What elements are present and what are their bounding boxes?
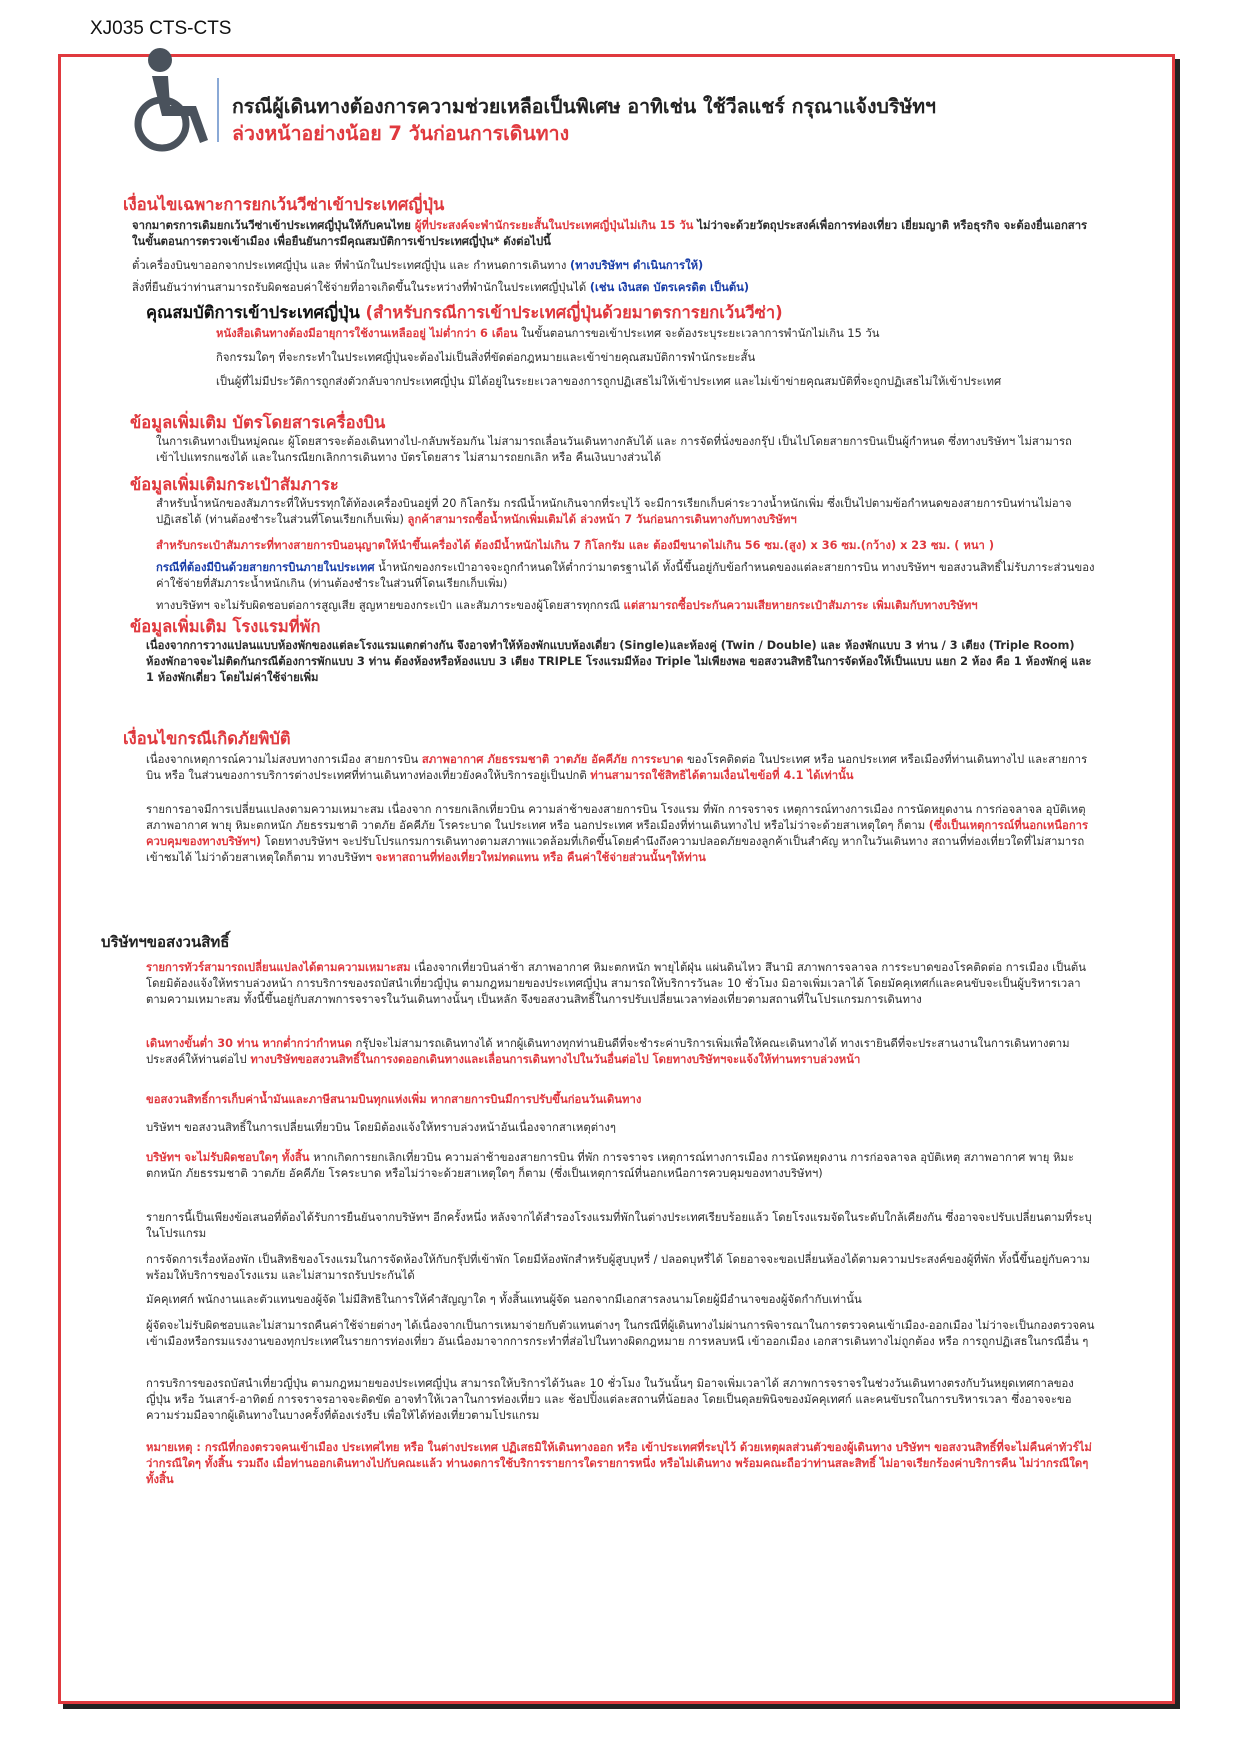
rights-item-6: รายการนี้เป็นเพียงข้อเสนอที่ต้องได้รับการยืนยันจากบริษัทฯ อีกครั้งหนึ่ง หลังจากได้สำรองโรงแรมที่พักในต่างประเทศเรียบร้อยแล้ว โดยโรงแรมจัดในระดับใกล้เคียงกัน ซึ่งอาจจะปรับเปลี่ยนตามที่ระบุในโปรแกรม: [146, 1211, 1092, 1240]
hotel-paragraph: เนื่องจากการวางแปลนแบบห้องพักของแต่ละโรงแรมแตกต่างกัน จึงอาจทำให้ห้องพักแบบห้องเดี่ยว (Single)และห้องคู่ (Twin / Double) และ ห้องพักแบบ 3 ท่าน / 3 เตียง (Triple Room) ห้องพักอาจจะไม่ติดกันกรณีต้องการพักแบบ 3 ท่าน ต้องห้องหรือห้องแบบ 3 เตียง TRIPLE โรงแรมมีห้อง Triple ไม่เพียงพอ ขอสงวนสิทธิในการจัดห้องให้เป็นแบบ แยก 2 ห้อง คือ 1 ห้องพักคู่ และ 1 ห้องพักเดี่ยว โดยไม่ค่าใช้จ่ายเพิ่ม: [146, 639, 1092, 684]
visa-qualification-3: เป็นผู้ที่ไม่มีประวัติการถูกส่งตัวกลับจากประเทศญี่ปุ่น มิได้อยู่ในระยะเวลาของการถูกปฏิเสธไม่ให้เข้าประเทศ และไม่เข้าข่ายคุณสมบัติที่จะถูกปฏิเสธไม่ให้เข้าประเทศ: [216, 375, 1002, 388]
disaster-paragraph-2: รายการอาจมีการเปลี่ยนแปลงตามความเหมาะสม เนื่องจาก การยกเลิกเที่ยวบิน ความล่าช้าของสายการบิน โรงแรม ที่พัก การจราจร เหตุการณ์ทางการเมือง การนัดหยุดงาน การก่อจลาจล อุบัติเหตุ สภาพอากาศ พายุ หิมะตกหนัก ภัยธรรมชาติ วาตภัย อัคคีภัย โรคระบาด ในประเทศ หรือ นอกประเทศ หรือเมืองที่ท่านเดินทางไป หรือไม่ว่าจะด้วยสาเหตุใดๆ ก็ตาม (ซึ่งเป็นเหตุการณ์ที่นอกเหนือการควบคุมของทางบริษัทฯ) โดยทางบริษัทฯ จะปรับโปรแกรมการเดินทางตามสภาพแวดล้อมที่เกิดขึ้นโดยคำนึงถึงความปลอดภัยของลูกค้าเป็นสำคัญ หากในวันเดินทาง สถานที่ท่องเที่ยวใดที่ไม่สามารถเข้าชมได้ ไม่ว่าด้วยสาเหตุใดก็ตาม ทางบริษัทฯ จะหาสถานที่ท่องเที่ยวใหม่ทดแทน หรือ คืนค่าใช้จ่ายส่วนนั้นๆให้ท่าน: [146, 803, 1089, 864]
document-code: XJ035 CTS-CTS: [90, 18, 232, 39]
rights-item-2: เดินทางขั้นต่ำ 30 ท่าน หากต่ำกว่ากำหนด กรุ๊ปจะไม่สามารถเดินทางได้ หากผู้เดินทางทุกท่านยินดีที่จะชำระค่าบริการเพิ่มเพื่อให้คณะเดินทางได้ ทางเรายินดีที่จะประสานงานในการเดินทางตามประสงค์ให้ท่านต่อไป ทางบริษัทขอสงวนสิทธิ์ในการงดออกเดินทางและเลื่อนการเดินทางไปในวันอื่นต่อไป โดยทางบริษัทฯจะแจ้งให้ท่านทราบล่วงหน้า: [146, 1037, 1070, 1066]
rights-item-9: ผู้จัดจะไม่รับผิดชอบและไม่สามารถคืนค่าใช้จ่ายต่างๆ ได้เนื่องจากเป็นการเหมาจ่ายกับตัวแทนต่างๆ ในกรณีที่ผู้เดินทางไม่ผ่านการพิจารณาในการตรวจคนเข้าเมือง-ออกเมือง ไม่ว่าจะเป็นกองตรวจคนเข้าเมืองหรือกรมแรงงานของทุกประเทศในรายการท่องเที่ยว อันเนื่องมาจากการกระทำที่ส่อไปในทางผิดกฎหมาย การหลบหนี เข้าออกเมือง เอกสารเดินทางไม่ถูกต้อง หรือ การถูกปฏิเสธในกรณีอื่น ๆ: [146, 1319, 1095, 1348]
hotel-heading: ข้อมูลเพิ่มเติม โรงแรมที่พัก: [130, 617, 321, 636]
baggage-paragraph-4: ทางบริษัทฯ จะไม่รับผิดชอบต่อการสูญเสีย สูญหายของกระเป๋า และสัมภาระของผู้โดยสารทุกกรณี แต่สามารถซื้อประกันความเสียหายกระเป๋าสัมภาระ เพิ่มเติมกับทางบริษัทฯ: [156, 599, 978, 612]
baggage-heading: ข้อมูลเพิ่มเติมกระเป๋าสัมภาระ: [130, 475, 339, 494]
visa-paragraph-2: ตั๋วเครื่องบินขาออกจากประเทศญี่ปุ่น และ ที่พำนักในประเทศญี่ปุ่น และ กำหนดการเดินทาง (ทางบริษัทฯ ดำเนินการให้): [132, 259, 704, 272]
rights-item-7: การจัดการเรื่องห้องพัก เป็นสิทธิของโรงแรมในการจัดห้องให้กับกรุ๊ปที่เข้าพัก โดยมีห้องพักสำหรับผู้สูบบุหรี่ / ปลอดบุหรี่ได้ โดยอาจจะขอเปลี่ยนห้องได้ตามความประสงค์ของผู้ที่พัก ทั้งนี้ขึ้นอยู่กับความพร้อมให้บริการของโรงแรม และไม่สามารถรับประกันได้: [146, 1253, 1090, 1282]
visa-paragraph-1: จากมาตรการเดิมยกเว้นวีซ่าเข้าประเทศญี่ปุ่นให้กับคนไทย ผู้ที่ประสงค์จะพำนักระยะสั้นในประเทศญี่ปุ่นไม่เกิน 15 วัน ไม่ว่าจะด้วยวัตถุประสงค์เพื่อการท่องเที่ยว เยี่ยมญาติ หรือธุรกิจ จะต้องยื่นเอกสารในขั้นตอนการตรวจเข้าเมือง เพื่อยืนยันการมีคุณสมบัติการเข้าประเทศญี่ปุ่น* ดังต่อไปนี้: [132, 219, 1088, 248]
rights-item-5: บริษัทฯ จะไม่รับผิดชอบใดๆ ทั้งสิ้น หากเกิดการยกเลิกเที่ยวบิน ความล่าช้าของสายการบิน ที่พัก การจราจร เหตุการณ์ทางการเมือง การนัดหยุดงาน การก่อจลาจล อุบัติเหตุ สภาพอากาศ พายุ หิมะตกหนัก ภัยธรรมชาติ วาตภัย อัคคีภัย โรคระบาด หรือไม่ว่าจะด้วยสาเหตุใดๆ ก็ตาม (ซึ่งเป็นเหตุการณ์ที่นอกเหนือการควบคุมของทางบริษัทฯ): [146, 1151, 1074, 1180]
header: [64, 36, 1104, 156]
rights-heading: บริษัทฯขอสงวนสิทธิ์: [101, 933, 230, 951]
ticket-heading: ข้อมูลเพิ่มเติม บัตรโดยสารเครื่องบิน: [130, 413, 386, 432]
rights-item-4: บริษัทฯ ขอสงวนสิทธิ์ในการเปลี่ยนเที่ยวบิน โดยมิต้องแจ้งให้ทราบล่วงหน้าอันเนื่องจากสาเหตุต่างๆ: [146, 1121, 616, 1134]
rights-note: หมายเหตุ : กรณีที่กองตรวจคนเข้าเมือง ประเทศไทย หรือ ในต่างประเทศ ปฏิเสธมิให้เดินทางออก หรือ เข้าประเทศที่ระบุไว้ ด้วยเหตุผลส่วนตัวของผู้เดินทาง บริษัทฯ ขอสงวนสิทธิ์ที่จะไม่คืนค่าทัวร์ไม่ว่ากรณีใดๆ ทั้งสิ้น รวมถึง เมื่อท่านออกเดินทางไปกับคณะแล้ว ท่านงดการใช้บริการรายการใดรายการหนึ่ง หรือไม่เดินทาง พร้อมคณะถือว่าท่านสละสิทธิ์ ไม่อาจเรียกร้องค่าบริการคืน ไม่ว่ากรณีใดๆ ทั้งสิ้น: [146, 1441, 1092, 1486]
rights-item-3: ขอสงวนสิทธิ์การเก็บค่าน้ำมันและภาษีสนามบินทุกแห่งเพิ่ม หากสายการบินมีการปรับขึ้นก่อนวันเดินทาง: [146, 1093, 642, 1106]
visa-paragraph-3: สิ่งที่ยืนยันว่าท่านสามารถรับผิดชอบค่าใช้จ่ายที่อาจเกิดขึ้นในระหว่างที่พำนักในประเทศญี่ปุ่นได้ (เช่น เงินสด บัตรเครดิต เป็นต้น): [132, 281, 750, 294]
visa-qualification-2: กิจกรรมใดๆ ที่จะกระทำในประเทศญี่ปุ่นจะต้องไม่เป็นสิ่งที่ขัดต่อกฎหมายและเข้าข่ายคุณสมบัติการพำนักระยะสั้น: [216, 351, 756, 364]
rights-item-1: รายการทัวร์สามารถเปลี่ยนแปลงได้ตามความเหมาะสม เนื่องจากเที่ยวบินล่าช้า สภาพอากาศ หิมะตกหนัก พายุไต้ฝุ่น แผ่นดินไหว สึนามิ สภาพการจลาจล การระบาดของโรคติดต่อ การเมือง เป็นต้น โดยมิต้องแจ้งให้ทราบล่วงหน้า การบริการของรถบัสนำเที่ยวญี่ปุ่น ตามกฎหมายของประเทศญี่ปุ่น สามารถให้บริการวันละ 10 ชั่วโมง มิอาจเพิ่มเวลาได้ โดยมัคคุเทศก์และคนขับจะเป็นผู้บริหารเวลาตามความเหมาะสม ทั้งนี้ขึ้นอยู่กับสภาพการจราจรในวันเดินทางนั้นๆ เป็นหลัก จึงขอสงวนสิทธิ์ในการปรับเปลี่ยนเวลาท่องเที่ยวตามสถานที่ในโปรแกรมการเดินทาง: [146, 961, 1086, 1006]
disaster-heading: เงื่อนไขกรณีเกิดภัยพิบัติ: [123, 729, 291, 748]
baggage-paragraph-1: สำหรับน้ำหนักของสัมภาระที่ให้บรรทุกใต้ท้องเครื่องบินอยู่ที่ 20 กิโลกรัม กรณีน้ำหนักเกินจากที่ระบุไว้ จะมีการเรียกเก็บค่าระวางน้ำหนักเพิ่ม ซึ่งเป็นไปตามข้อกำหนดของสายการบินท่านไม่อาจปฏิเสธได้ (ท่านต้องชำระในส่วนที่โดนเรียกเก็บเพิ่ม) ลูกค้าสามารถซื้อน้ำหนักเพิ่มเติมได้ ล่วงหน้า 7 วันก่อนการเดินทางกับทางบริษัทฯ: [156, 497, 1072, 526]
header-divider: [217, 78, 219, 142]
header-subtitle: ล่วงหน้าอย่างน้อย 7 วันก่อนการเดินทาง: [232, 122, 570, 145]
disaster-paragraph-1: เนื่องจากเหตุการณ์ความไม่สงบทางการเมือง สายการบิน สภาพอากาศ ภัยธรรมชาติ วาตภัย อัคคีภัย การระบาด ของโรคติดต่อ ในประเทศ หรือ นอกประเทศ หรือเมืองที่ท่านเดินทางไป และสายการบิน หรือ ในส่วนของการบริการต่างประเทศที่ท่านเดินทางท่องเที่ยวยังคงให้บริการอยู่เป็นปกติ ท่านสามารถใช้สิทธิได้ตามเงื่อนไขข้อที่ 4.1 ได้เท่านั้น: [146, 753, 1088, 782]
wheelchair-icon: [124, 44, 216, 154]
baggage-paragraph-3: กรณีที่ต้องมีบินด้วยสายการบินภายในประเทศ น้ำหนักของกระเป๋าอาจจะถูกกำหนดให้ต่ำกว่ามาตรฐานได้ ทั้งนี้ขึ้นอยู่กับข้อกำหนดของแต่ละสายการบิน ทางบริษัทฯ ขอสงวนสิทธิ์ไม่รับภาระส่วนของค่าใช้จ่ายที่สัมภาระน้ำหนักเกิน (ท่านต้องชำระในส่วนที่โดนเรียกเก็บเพิ่ม): [156, 561, 1095, 590]
visa-heading: เงื่อนไขเฉพาะการยกเว้นวีซ่าเข้าประเทศญี่ปุ่น: [123, 195, 445, 214]
rights-item-8: มัคคุเทศก์ พนักงานและตัวแทนของผู้จัด ไม่มีสิทธิในการให้คำสัญญาใด ๆ ทั้งสิ้นแทนผู้จัด นอกจากมีเอกสารลงนามโดยผู้มีอำนาจของผู้จัดกำกับเท่านั้น: [146, 1293, 862, 1306]
visa-qualification-heading: คุณสมบัติการเข้าประเทศญี่ปุ่น (สำหรับกรณีการเข้าประเทศญี่ปุ่นด้วยมาตรการยกเว้นวีซ่า): [146, 303, 783, 322]
ticket-paragraph: ในการเดินทางเป็นหมู่คณะ ผู้โดยสารจะต้องเดินทางไป-กลับพร้อมกัน ไม่สามารถเลื่อนวันเดินทางกลับได้ และ การจัดที่นั่งของกรุ๊ป เป็นไปโดยสายการบินเป็นผู้กำหนด ซึ่งทางบริษัทฯ ไม่สามารถเข้าไปแทรกแซงได้ และในกรณียกเลิกการเดินทาง บัตรโดยสาร ไม่สามารถยกเลิก หรือ คืนเงินบางส่วนได้: [156, 435, 1072, 464]
visa-qualification-1: หนังสือเดินทางต้องมีอายุการใช้งานเหลืออยู่ ไม่ต่ำกว่า 6 เดือน ในขั้นตอนการขอเข้าประเทศ จะต้องระบุระยะเวลาการพำนักไม่เกิน 15 วัน: [216, 327, 880, 340]
rights-item-10: การบริการของรถบัสนำเที่ยวญี่ปุ่น ตามกฎหมายของประเทศญี่ปุ่น สามารถให้บริการได้วันละ 10 ชั่วโมง ในวันนั้นๆ มิอาจเพิ่มเวลาได้ สภาพการจราจรในช่วงวันเดินทางตรงกับวันหยุดเทศกาลของญี่ปุ่น หรือ วันเสาร์-อาทิตย์ การจราจรอาจจะติดขัด อาจทำให้เวลาในการท่องเที่ยว และ ช้อปปิ้งแต่ละสถานที่น้อยลง โดยเป็นดุลยพินิจของมัคคุเทศก์ และคนขับรถในการบริหารเวลา ซึ่งอาจจะขอความร่วมมือจากผู้เดินทางในบางครั้งที่ต้องเร่งรีบ เพื่อให้ได้ท่องเที่ยวตามโปรแกรม: [146, 1377, 1074, 1422]
header-title: กรณีผู้เดินทางต้องการความช่วยเหลือเป็นพิเศษ อาทิเช่น ใช้วีลแชร์ กรุณาแจ้งบริษัทฯ: [232, 95, 937, 118]
baggage-paragraph-2: สำหรับกระเป๋าสัมภาระที่ทางสายการบินอนุญาตให้นำขึ้นเครื่องได้ ต้องมีน้ำหนักไม่เกิน 7 กิโลกรัม และ ต้องมีขนาดไม่เกิน 56 ซม.(สูง) x 36 ซม.(กว้าง) x 23 ซม. ( หนา ): [156, 539, 994, 552]
